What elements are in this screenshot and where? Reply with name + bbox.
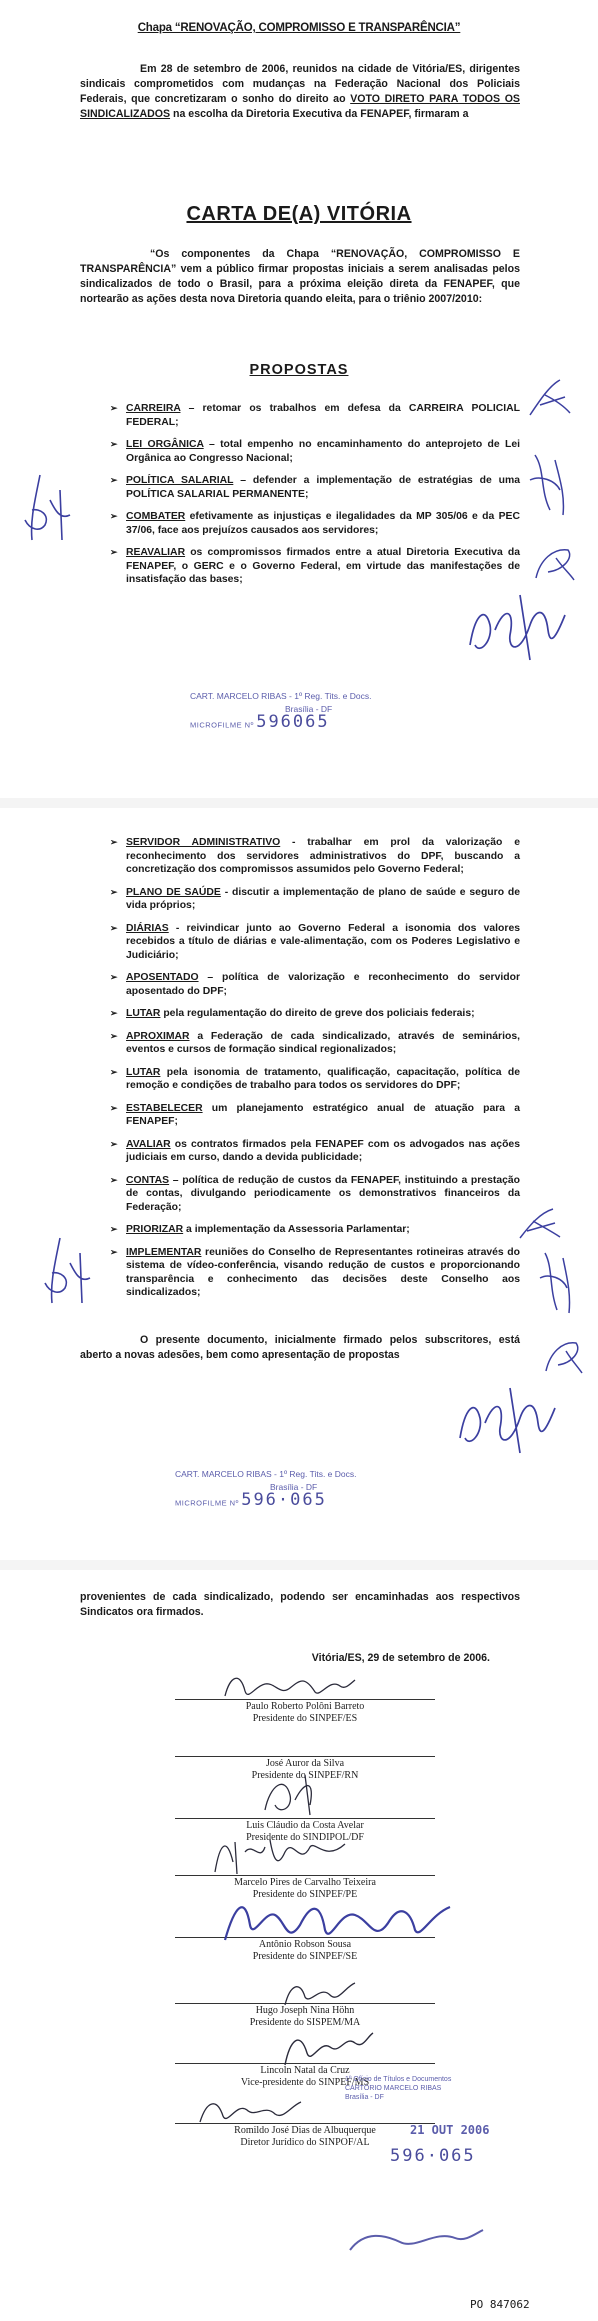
proposta-item: ➢ SERVIDOR ADMINISTRATIVO - trabalhar em prol da valorização e reconhecimento dos servidores administrativos do DPF, buscando a concretização dos compromissos assumidos pelo Governo Federal;: [110, 837, 520, 875]
proposta-item: ➢ AVALIAR os contratos firmados pela FENAPEF com os advogados nas ações judiciais em curso, dando a devida publicidade;: [110, 1138, 520, 1163]
handwritten-signature: [195, 2090, 305, 2130]
signature-main-page1: [460, 585, 570, 670]
intro-paragraph: [80, 62, 520, 122]
arrow-bullet-icon: ➢: [110, 475, 118, 485]
notary-stamp-page1: [190, 690, 420, 731]
signatory-name: Marcelo Pires de Carvalho Teixeira: [234, 1877, 376, 1888]
signatory-name: Lincoln Natal da Cruz: [260, 2065, 350, 2076]
handwritten-signature: [275, 2025, 375, 2070]
signatory-role: Presidente do SISPEM/MA: [249, 2017, 361, 2028]
arrow-bullet-icon: ➢: [110, 1174, 118, 1185]
cartorio-line-2: CARTÓRIO MARCELO RIBAS: [345, 2085, 442, 2092]
stamp-line-2: Brasília - DF: [270, 1482, 318, 1492]
intro-text-underlined: VOTO DIRETO PARA TODOS OS SINDICALIZADOS: [80, 93, 520, 120]
proposta-item: ➢ DIÁRIAS - reivindicar junto ao Governo Federal a isonomia dos valores recebidos a título de diárias e vale-alimentação, com os Poderes Legislativo e Judiciário;: [110, 922, 520, 961]
stamp-micro-label: MICROFILME Nº: [175, 1498, 239, 1508]
arrow-bullet-icon: ➢: [110, 1246, 118, 1257]
signatory-name: Romildo José Dias de Albuquerque: [234, 2125, 376, 2136]
stamp-line-1: CART. MARCELO RIBAS - 1º Reg. Tits. e Docs.: [190, 691, 372, 701]
document-code: PO 847062: [470, 2298, 530, 2311]
carta-title: CARTA DE(A) VITÓRIA: [186, 203, 412, 225]
proposta-item: ➢ REAVALIAR os compromissos firmados entre a atual Diretoria Executiva da FENAPEF, o GERC e o Governo Federal, em virtude das manifestações de insatisfação das bases;: [110, 547, 520, 585]
signatory-role: Diretor Jurídico do SINPOF/AL: [240, 2137, 370, 2148]
signature-initial-left: [10, 470, 80, 550]
proposta-item: ➢ APROXIMAR a Federação de cada sindicalizado, através de seminários, eventos e cursos de formação sindical regionalizados;: [110, 1030, 520, 1055]
arrow-bullet-icon: ➢: [110, 403, 118, 413]
arrow-bullet-icon: ➢: [110, 1066, 118, 1077]
signature-main-page2: [450, 1378, 560, 1463]
signatory-name: Luis Cláudio da Costa Avelar: [246, 1820, 364, 1831]
proposta-item: ➢ ESTABELECER um planejamento estratégico anual de atuação para a FENAPEF;: [110, 1102, 520, 1127]
stamp-number: 596·065: [241, 1490, 327, 1510]
proposta-item: ➢ PRIORIZAR a implementação da Assessoria Parlamentar;: [110, 1224, 410, 1235]
stamp-date: 21 OUT 2006: [410, 2123, 490, 2137]
arrow-bullet-icon: ➢: [110, 1102, 118, 1113]
signatory-role: Presidente do SINPEF/SE: [252, 1951, 358, 1962]
handwritten-signature-purple: [345, 2220, 485, 2260]
proposta-item: ➢ CONTAS – política de redução de custos da FENAPEF, instituindo a prestação de contas, divulgando periodicamente os demonstrativos financeiros da Federação;: [110, 1174, 520, 1213]
signatory-role: Presidente do SINPEF/ES: [252, 1713, 358, 1724]
signatory-role: Vice-presidente do SINPEF/MS: [240, 2077, 370, 2088]
signatory-role: Presidente do SINPEF/RN: [251, 1770, 359, 1781]
stamp-number: 596·065: [390, 2146, 476, 2166]
intro-text-1: Em 28 de setembro de 2006, reunidos na cidade de Vitória/ES, dirigentes sindicais comprometidos com mudanças na Federação Nacional dos Policiais Federais, que concretizaram o sonho do direito ao: [80, 63, 520, 105]
page-separator: [0, 1560, 598, 1570]
signature-initial-left: [30, 1233, 100, 1313]
stamp-micro-label: MICROFILME Nº: [190, 720, 254, 730]
arrow-bullet-icon: ➢: [110, 837, 118, 847]
arrow-bullet-icon: ➢: [110, 439, 118, 449]
arrow-bullet-icon: ➢: [110, 511, 118, 521]
propostas-list-page1: [110, 402, 520, 596]
proposta-item: ➢ LUTAR pela regulamentação do direito de greve dos policiais federais;: [110, 1008, 475, 1019]
lead-text: “Os componentes da Chapa “RENOVAÇÃO, COMPROMISSO E TRANSPARÊNCIA” vem a público firmar propostas iniciais a serem analisadas pelos sindicalizados de todo o Brasil, para a próxima eleição direta da FENAPEF, que nortearão as ações desta nova Diretoria quando eleita, para o triênio 2007/2010:: [80, 248, 520, 305]
arrow-bullet-icon: ➢: [110, 972, 118, 982]
signatory-name: Paulo Roberto Polôni Barreto: [245, 1701, 365, 1712]
handwritten-signature: [220, 1666, 360, 1706]
handwritten-signature: [215, 1885, 455, 1955]
handwritten-signature: [280, 1975, 360, 2010]
page-separator: [0, 798, 598, 808]
lead-paragraph: [80, 247, 520, 307]
arrow-bullet-icon: ➢: [110, 1030, 118, 1041]
proposta-item: ➢ PLANO DE SAÚDE - discutir a implementação de plano de saúde e seguro de vida próprios;: [110, 886, 520, 911]
propostas-list-page2: [110, 836, 520, 1309]
signatory-role: Presidente do SINPEF/PE: [252, 1889, 358, 1900]
proposta-item: ➢ APOSENTADO – política de valorização e reconhecimento do servidor aposentado do DPF;: [110, 972, 520, 997]
cartorio-line-1: 1º Ofício de Títulos e Documentos: [345, 2076, 452, 2083]
handwritten-signature: [255, 1770, 335, 1820]
proposta-item: ➢ IMPLEMENTAR reuniões do Conselho de Representantes rotineiras através do sistema de vídeo-conferência, visando redução de custos e proporcionando transparência e conhecimento das decisões deste Conselho aos sindicalizados;: [110, 1246, 520, 1298]
page-3: [0, 1570, 598, 2321]
signature-initial-right-1: [525, 375, 575, 420]
signature-line: [175, 1756, 435, 1757]
propostas-title: PROPOSTAS: [249, 362, 349, 378]
page-1: [0, 0, 598, 798]
signatory-name: Antônio Robson Sousa: [258, 1939, 352, 1950]
notary-stamp-page3: [345, 2075, 495, 2102]
proposta-item: ➢ CARREIRA – retomar os trabalhos em defesa da CARREIRA POLICIAL FEDERAL;: [110, 403, 520, 428]
continuation-paragraph: provenientes de cada sindicalizado, podendo ser encaminhadas aos respectivos Sindicatos ora firmados.: [80, 1591, 520, 1618]
stamp-line-2: Brasília - DF: [285, 704, 333, 714]
dateline: Vitória/ES, 29 de setembro de 2006.: [311, 1652, 490, 1664]
page-2: [0, 808, 598, 1560]
arrow-bullet-icon: ➢: [110, 1224, 118, 1234]
signatory-name: Hugo Joseph Nina Höhn: [255, 2005, 355, 2016]
proposta-item: ➢ LUTAR pela isonomia de tratamento, qualificação, capacitação, política de remoção e condições de trabalho para todos os servidores do DPF;: [110, 1066, 520, 1091]
arrow-bullet-icon: ➢: [110, 1138, 118, 1149]
stamp-number: 596065: [256, 712, 330, 732]
stamp-number-block: [390, 2146, 476, 2166]
closing-paragraph: [80, 1333, 520, 1363]
intro-text-2: na escolha da Diretoria Executiva da FENAPEF, firmaram a: [170, 108, 469, 120]
closing-text: O presente documento, inicialmente firmado pelos subscritores, está aberto a novas adesões, bem como apresentação de propostas: [80, 1334, 520, 1361]
arrow-bullet-icon: ➢: [110, 886, 118, 897]
arrow-bullet-icon: ➢: [110, 922, 118, 933]
notary-stamp-page2: [175, 1468, 415, 1509]
signatory-name: José Auror da Silva: [265, 1758, 345, 1769]
signature-initial-right-1: [515, 1203, 565, 1243]
arrow-bullet-icon: ➢: [110, 547, 118, 557]
signature-initial-right-2: [535, 1248, 575, 1318]
proposta-item: ➢ POLÍTICA SALARIAL – defender a implementação de estratégias de uma POLÍTICA SALARIAL PERMANENTE;: [110, 475, 520, 500]
signature-initial-right-2: [525, 450, 570, 520]
cartorio-line-3: Brasília - DF: [345, 2094, 384, 2101]
proposta-item: ➢ COMBATER efetivamente as injustiças e ilegalidades da MP 305/06 e da PEC 37/06, face aos prejuízos causados aos servidores;: [110, 511, 520, 536]
signature-initial-right-3: [540, 1333, 585, 1378]
stamp-line-1: CART. MARCELO RIBAS - 1º Reg. Tits. e Docs.: [175, 1469, 357, 1479]
signature-initial-right-3: [528, 540, 578, 585]
chapa-title: Chapa “RENOVAÇÃO, COMPROMISSO E TRANSPARÊNCIA”: [137, 22, 461, 34]
signatory-role: Presidente do SINDIPOL/DF: [246, 1832, 364, 1843]
handwritten-signature: [205, 1832, 355, 1877]
arrow-bullet-icon: ➢: [110, 1008, 118, 1018]
proposta-item: ➢ LEI ORGÂNICA – total empenho no encaminhamento do anteprojeto de Lei Orgânica ao Congresso Nacional;: [110, 439, 520, 464]
